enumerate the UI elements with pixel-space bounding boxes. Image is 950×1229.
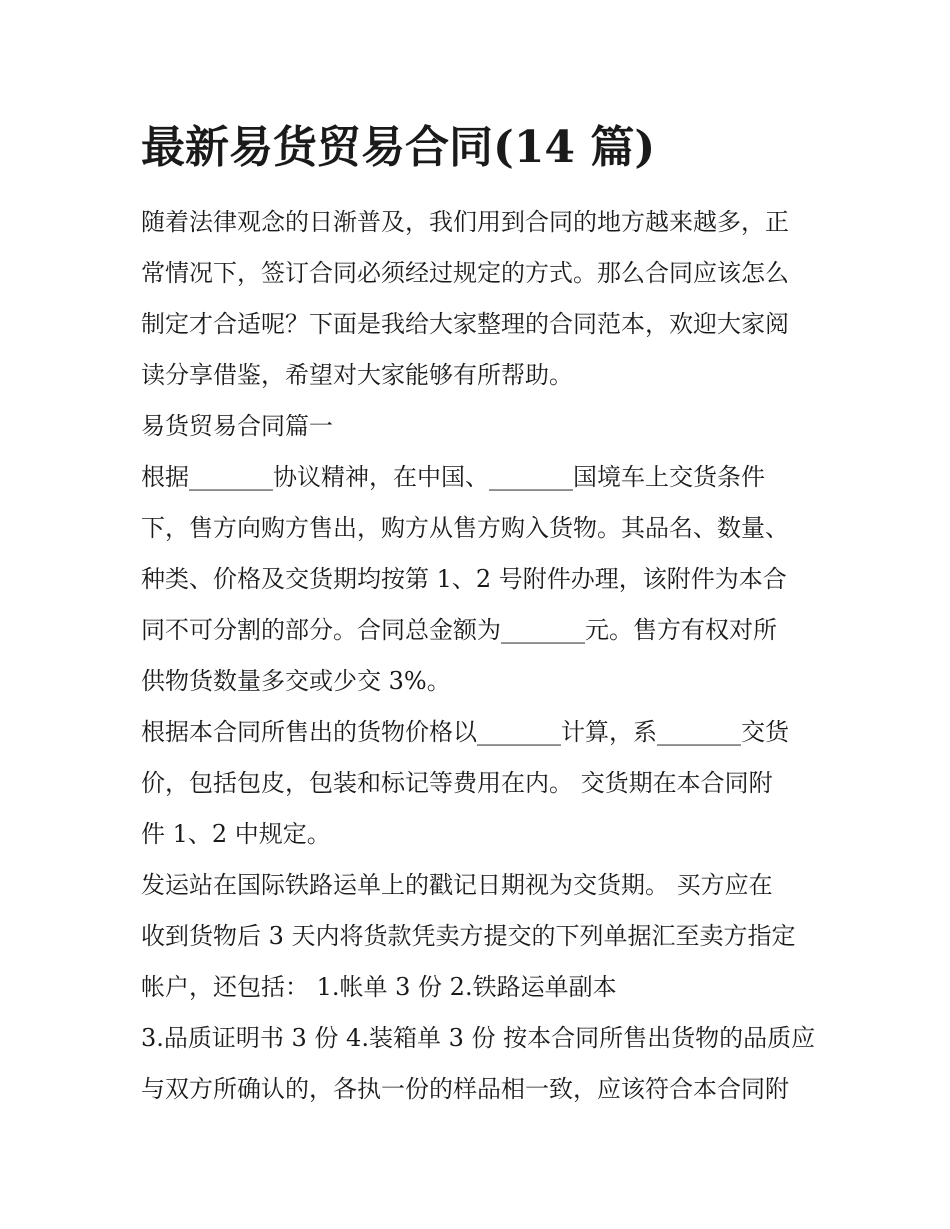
document-title: 最新易货贸易合同(14 篇) xyxy=(141,122,656,173)
text-line: 发运站在国际铁路运单上的戳记日期视为交货期。 买方应在 xyxy=(141,871,773,899)
document-body xyxy=(141,197,821,1115)
text-line: 读分享借鉴，希望对大家能够有所帮助。 xyxy=(141,361,573,389)
text-line: 根据本合同所售出的货物价格以_______计算，系_______交货 xyxy=(141,718,789,746)
text-line: 件 1、2 中规定。 xyxy=(141,820,331,848)
text-line: 常情况下，签订合同必须经过规定的方式。那么合同应该怎么 xyxy=(141,259,789,287)
text-line: 价，包括包皮，包装和标记等费用在内。 交货期在本合同附 xyxy=(141,769,773,797)
text-line: 下，售方向购方售出，购方从售方购入货物。其品名、数量、 xyxy=(141,514,789,542)
text-line: 帐户，还包括： 1.帐单 3 份 2.铁路运单副本 xyxy=(141,973,617,1001)
text-line: 根据_______协议精神，在中国、_______国境车上交货条件 xyxy=(141,463,765,491)
text-line: 收到货物后 3 天内将货款凭卖方提交的下列单据汇至卖方指定 xyxy=(141,922,796,950)
text-line: 同不可分割的部分。合同总金额为_______元。售方有权对所 xyxy=(141,616,777,644)
text-line: 制定才合适呢？下面是我给大家整理的合同范本，欢迎大家阅 xyxy=(141,310,789,338)
text-line: 种类、价格及交货期均按第 1、2 号附件办理，该附件为本合 xyxy=(141,565,787,593)
text-line: 随着法律观念的日渐普及，我们用到合同的地方越来越多，正 xyxy=(141,208,789,236)
text-line: 3.品质证明书 3 份 4.装箱单 3 份 按本合同所售出货物的品质应 xyxy=(141,1024,816,1052)
text-line: 与双方所确认的，各执一份的样品相一致，应该符合本合同附 xyxy=(141,1075,789,1103)
text-line: 供物货数量多交或少交 3%。 xyxy=(141,667,451,695)
section-heading: 易货贸易合同篇一 xyxy=(141,412,333,440)
